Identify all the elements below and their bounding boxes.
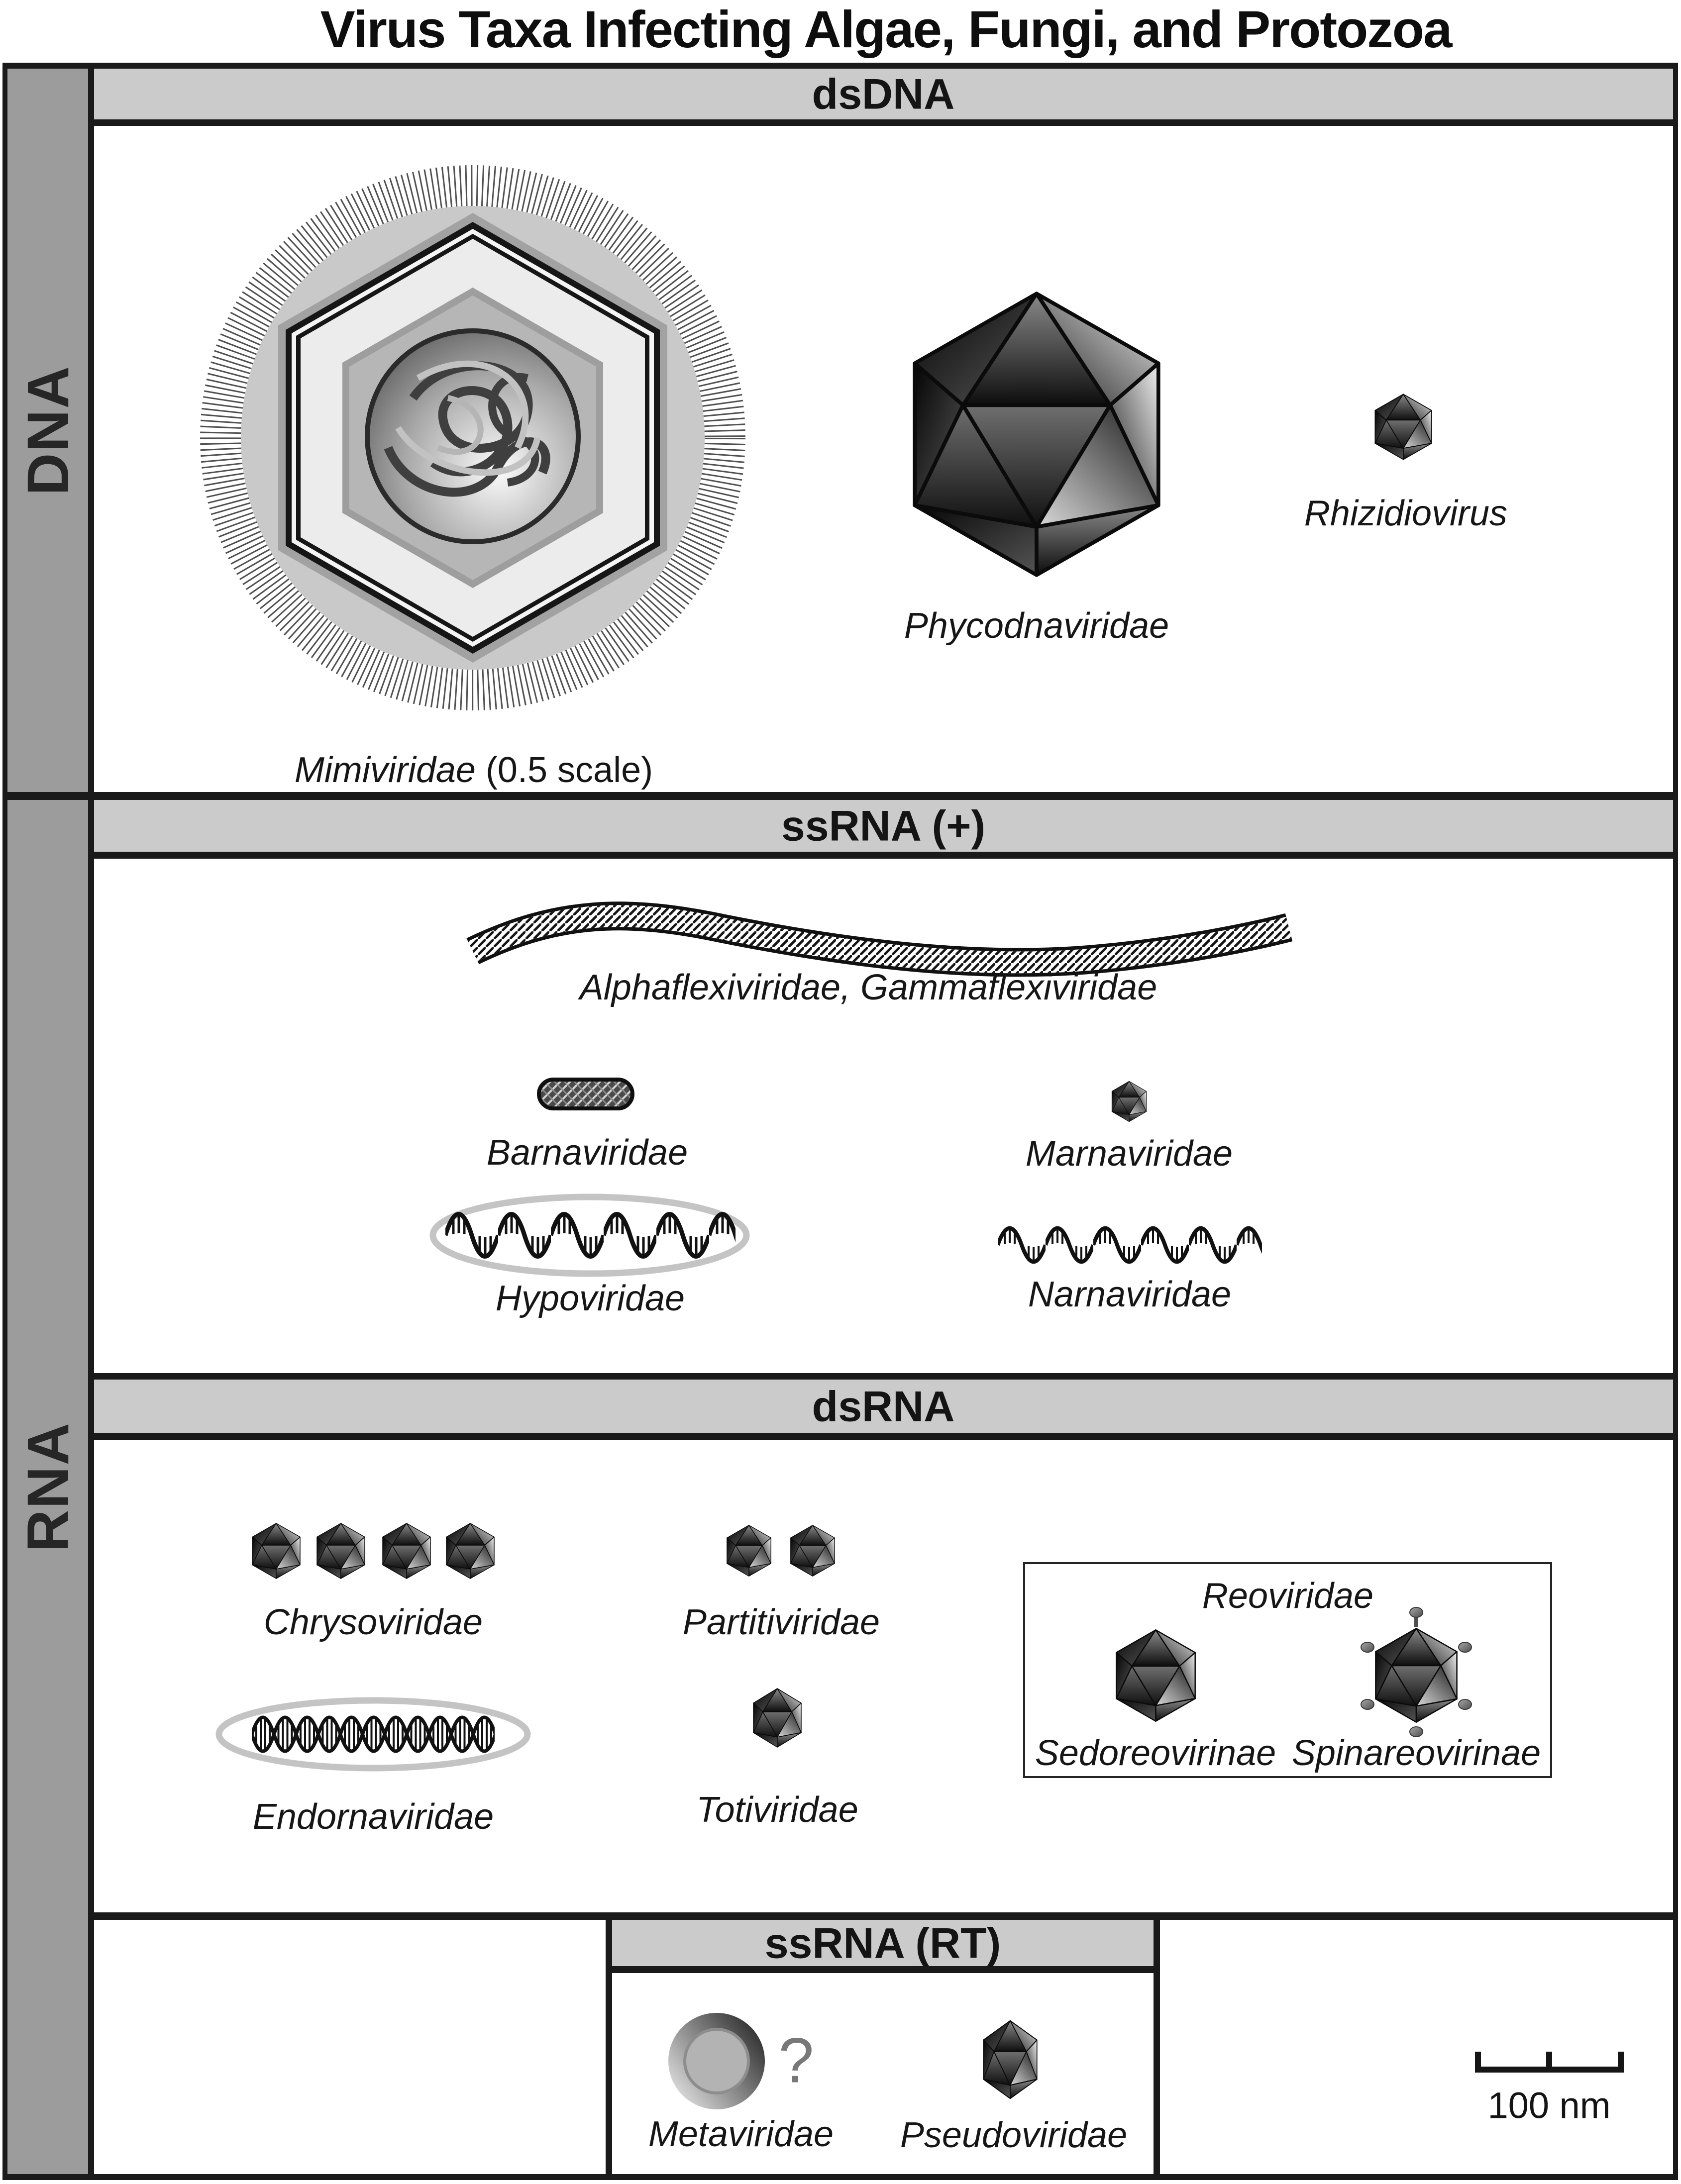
partitiviridae-virion-icons [727,1525,835,1576]
endornaviridae-rna-icon [219,1700,527,1768]
ssrna-plus-header-label: ssRNA (+) [781,802,986,850]
metaviridae-uncertainty-mark: ? [778,2025,814,2096]
mimiviridae-label [295,750,653,791]
scale-bar-label: 100 nm [1487,2085,1611,2126]
dsrna-header-label: dsRNA [812,1383,955,1431]
reoviridae-label: Reoviridae [1202,1576,1374,1616]
dsdna-header-label: dsDNA [812,70,955,118]
hypoviridae-label: Hypoviridae [495,1279,685,1318]
spinareovirinae-label: Spinareovirinae [1291,1733,1541,1773]
totiviridae-label: Totiviridae [696,1790,858,1830]
chrysoviridae-label: Chrysoviridae [263,1602,483,1642]
hypoviridae-rna-icon [433,1197,746,1274]
partitiviridae-label: Partitiviridae [682,1602,880,1642]
scale-bar-icon [1478,2052,1621,2070]
sidebar-dna-label: DNA [15,365,81,496]
mimiviridae-virion-icon [221,187,724,689]
pseudoviridae-virion-icon [983,2021,1037,2098]
marnaviridae-label: Marnaviridae [1025,1134,1233,1174]
sedoreovirinae-label: Sedoreovirinae [1035,1733,1276,1773]
chrysoviridae-virion-icons [252,1523,494,1579]
mimiviridae-name: Mimiviridae [294,750,476,790]
spinareovirinae-virion-icon [1361,1607,1471,1737]
barnaviridae-label: Barnaviridae [486,1133,688,1173]
phycodnaviridae-label: Phycodnaviridae [904,606,1169,646]
flexiviridae-filament-icon [473,916,1289,962]
marnaviridae-virion-icon [1112,1081,1146,1121]
flexiviridae-label: Alphaflexiviridae, Gammaflexiviridae [579,968,1157,1007]
endornaviridae-label: Endornaviridae [252,1797,494,1837]
metaviridae-label: Metaviridae [648,2114,834,2154]
phycodnaviridae-virion-icon [915,294,1158,575]
mimiviridae-scale-note: (0.5 scale) [475,750,653,790]
totiviridae-virion-icon [753,1688,801,1747]
sedoreovirinae-virion-icon [1116,1630,1195,1721]
rhizidiovirus-virion-icon [1375,394,1431,459]
narnaviridae-label: Narnaviridae [1028,1275,1232,1314]
barnaviridae-virion-icon [539,1080,632,1108]
ssrna-rt-header-label: ssRNA (RT) [764,1919,1001,1968]
metaviridae-virion-icon [668,2013,765,2109]
pseudoviridae-label: Pseudoviridae [900,2115,1128,2155]
sidebar-rna-label: RNA [15,1422,81,1552]
rhizidiovirus-label: Rhizidiovirus [1304,494,1508,533]
narnaviridae-rna-icon [998,1221,1262,1269]
figure-title: Virus Taxa Infecting Algae, Fungi, and Protozoa [320,0,1452,59]
